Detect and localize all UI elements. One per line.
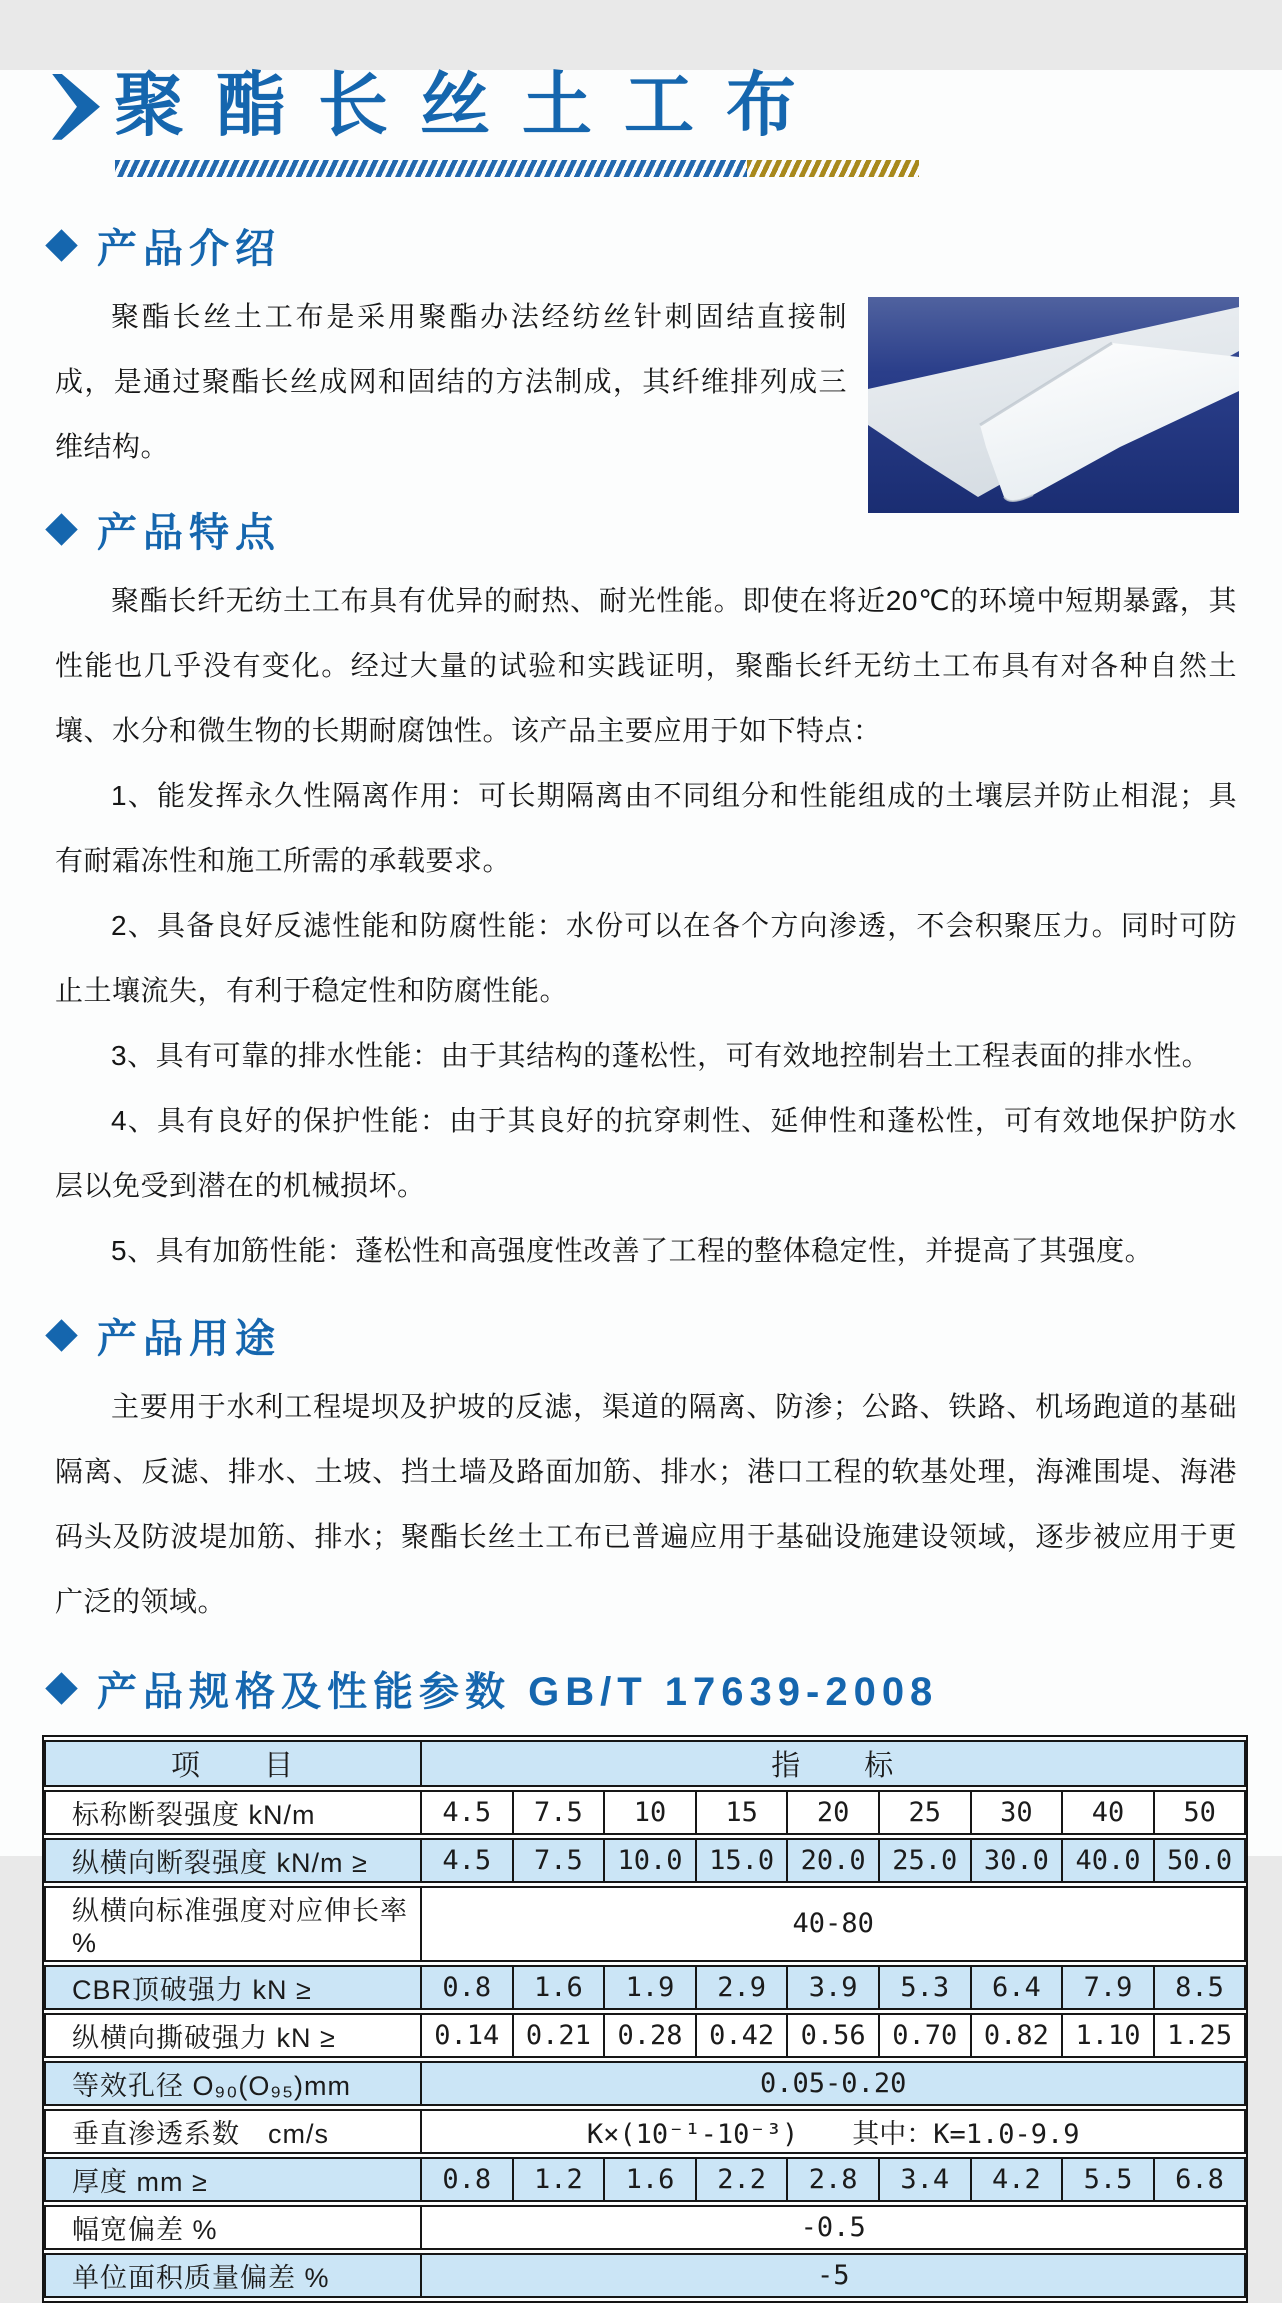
product-photo (868, 297, 1239, 513)
intro-paragraph: 聚酯长丝土工布是采用聚酯办法经纺丝针刺固结直接制成，是通过聚酯长丝成网和固结的方法制成，其纤维排列成三维结构。 (55, 300, 847, 462)
section-specs (0, 1660, 1282, 2303)
row-value: 0.28 (605, 2013, 697, 2058)
row-value: 7.9 (1063, 1965, 1155, 2010)
section-uses (0, 1307, 1282, 1634)
row-value: 0.21 (514, 2013, 606, 2058)
row-value: 30.0 (972, 1838, 1064, 1883)
table-row (44, 2109, 1246, 2154)
row-value: 1.10 (1063, 2013, 1155, 2058)
row-value: 40.0 (1063, 1838, 1155, 1883)
row-span-value: -0.5 (422, 2205, 1246, 2250)
row-value: 0.70 (880, 2013, 972, 2058)
row-value: 4.5 (422, 1838, 514, 1883)
row-label: 厚度 mm ≥ (44, 2157, 422, 2202)
diamond-bullet-icon (45, 513, 78, 546)
row-value: 5.5 (1063, 2157, 1155, 2202)
feature-item: 4、具有良好的保护性能：由于其良好的抗穿刺性、延伸性和蓬松性，可有效地保护防水层以免受到潜在的机械损坏。 (55, 1104, 1237, 1201)
row-value: 0.8 (422, 2157, 514, 2202)
row-label: 垂直渗透系数 cm/s (44, 2109, 422, 2154)
row-value: 8.5 (1155, 1965, 1247, 2010)
row-label: CBR顶破强力 kN ≥ (44, 1965, 422, 2010)
specs-heading-row (44, 1660, 1282, 1717)
row-value: 6.8 (1155, 2157, 1247, 2202)
row-value: 25 (880, 1790, 972, 1835)
row-value: 5.3 (880, 1965, 972, 2010)
table-row (44, 2013, 1246, 2058)
row-value: 1.25 (1155, 2013, 1247, 2058)
row-value: 50.0 (1155, 1838, 1247, 1883)
table-row (44, 2157, 1246, 2202)
uses-heading: 产品用途 (97, 1316, 281, 1361)
row-value: 4.2 (972, 2157, 1064, 2202)
row-label: 幅宽偏差 % (44, 2205, 422, 2250)
diamond-bullet-icon (45, 229, 78, 262)
features-heading: 产品特点 (97, 510, 281, 555)
row-value: 7.5 (514, 1790, 606, 1835)
title-row (52, 70, 1282, 144)
row-value: 7.5 (514, 1838, 606, 1883)
row-label: 单位面积质量偏差 % (44, 2253, 422, 2298)
row-value: 10 (605, 1790, 697, 1835)
row-value: 20.0 (788, 1838, 880, 1883)
spec-table-body (44, 1740, 1246, 2298)
row-value: 0.56 (788, 2013, 880, 2058)
diamond-bullet-icon (45, 1672, 78, 1705)
strip-gold-segment (747, 160, 919, 177)
row-label: 纵横向撕破强力 kN ≥ (44, 2013, 422, 2058)
feature-item: 1、能发挥永久性隔离作用：可长期隔离由不同组分和性能组成的土壤层并防止相混；具有耐霜冻性和施工所需的承载要求。 (55, 779, 1237, 876)
row-value: 2.2 (697, 2157, 789, 2202)
header-cell-index: 指 标 (422, 1740, 1246, 1787)
section-features (0, 501, 1282, 1283)
row-span-value: 0.05-0.20 (422, 2061, 1246, 2106)
row-value: 10.0 (605, 1838, 697, 1883)
feature-item: 2、具备良好反滤性能和防腐性能：水份可以在各个方向渗透，不会积聚压力。同时可防止土壤流失，有利于稳定性和防腐性能。 (55, 909, 1237, 1006)
uses-heading-row (44, 1307, 1282, 1364)
intro-heading: 产品介绍 (97, 226, 281, 271)
row-label: 等效孔径 O₉₀(O₉₅)mm (44, 2061, 422, 2106)
uses-paragraph: 主要用于水利工程堤坝及护坡的反滤，渠道的隔离、防渗；公路、铁路、机场跑道的基础隔离、反滤、排水、土坡、挡土墙及路面加筋、排水；港口工程的软基处理，海滩围堤、海港码头及防波堤加筋、排水；聚酯长丝土工布已普遍应用于基础设施建设领域，逐步被应用于更广泛的领域。 (55, 1390, 1237, 1617)
page-title: 聚酯长丝土工布 (114, 68, 828, 145)
row-value: 1.2 (514, 2157, 606, 2202)
row-value: 15.0 (697, 1838, 789, 1883)
row-span-value: K×(10⁻¹-10⁻³) 其中：K=1.0-9.9 (422, 2109, 1246, 2154)
features-paragraph: 聚酯长纤无纺土工布具有优异的耐热、耐光性能。即使在将近20℃的环境中短期暴露，其性能也几乎没有变化。经过大量的试验和实践证明，聚酯长纤无纺土工布具有对各种自然土壤、水分和微生物的长期耐腐蚀性。该产品主要应用于如下特点： (55, 584, 1237, 746)
row-label: 纵横向断裂强度 kN/m ≥ (44, 1838, 422, 1883)
table-row (44, 1838, 1246, 1883)
row-label: 标称断裂强度 kN/m (44, 1790, 422, 1835)
table-row (44, 1965, 1246, 2010)
document-page (0, 68, 1282, 2293)
row-value: 3.9 (788, 1965, 880, 2010)
feature-item: 5、具有加筋性能：蓬松性和高强度性改善了工程的整体稳定性，并提高了其强度。 (111, 1234, 1154, 1266)
row-value: 1.6 (514, 1965, 606, 2010)
table-row (44, 2061, 1246, 2106)
table-row (44, 1886, 1246, 1962)
row-value: 0.14 (422, 2013, 514, 2058)
table-row (44, 1790, 1246, 1835)
row-value: 2.9 (697, 1965, 789, 2010)
row-value: 0.8 (422, 1965, 514, 2010)
decorative-strip (115, 160, 1282, 177)
diamond-bullet-icon (45, 1319, 78, 1352)
row-value: 4.5 (422, 1790, 514, 1835)
row-value: 3.4 (880, 2157, 972, 2202)
row-span-value: -5 (422, 2253, 1246, 2298)
row-value: 6.4 (972, 1965, 1064, 2010)
table-row (44, 2205, 1246, 2250)
header-cell-item: 项 目 (44, 1740, 422, 1787)
row-value: 15 (697, 1790, 789, 1835)
row-span-value: 40-80 (422, 1886, 1246, 1962)
row-value: 1.9 (605, 1965, 697, 2010)
row-value: 50 (1155, 1790, 1247, 1835)
intro-heading-row (44, 217, 1282, 274)
strip-blue-segment (115, 160, 747, 177)
row-value: 20 (788, 1790, 880, 1835)
row-value: 0.42 (697, 2013, 789, 2058)
row-value: 1.6 (605, 2157, 697, 2202)
row-value: 0.82 (972, 2013, 1064, 2058)
row-value: 2.8 (788, 2157, 880, 2202)
row-value: 30 (972, 1790, 1064, 1835)
row-label: 纵横向标准强度对应伸长率 % (44, 1886, 422, 1962)
table-header-row (44, 1740, 1246, 1787)
row-value: 25.0 (880, 1838, 972, 1883)
specs-heading: 产品规格及性能参数 GB/T 17639-2008 (97, 1669, 939, 1714)
feature-item: 3、具有可靠的排水性能：由于其结构的蓬松性，可有效地控制岩土工程表面的排水性。 (111, 1039, 1211, 1071)
title-arrow-icon (52, 74, 100, 140)
row-value: 40 (1063, 1790, 1155, 1835)
table-row (44, 2253, 1246, 2298)
spec-table (42, 1735, 1248, 2303)
geotextile-photo-illustration (868, 297, 1239, 513)
